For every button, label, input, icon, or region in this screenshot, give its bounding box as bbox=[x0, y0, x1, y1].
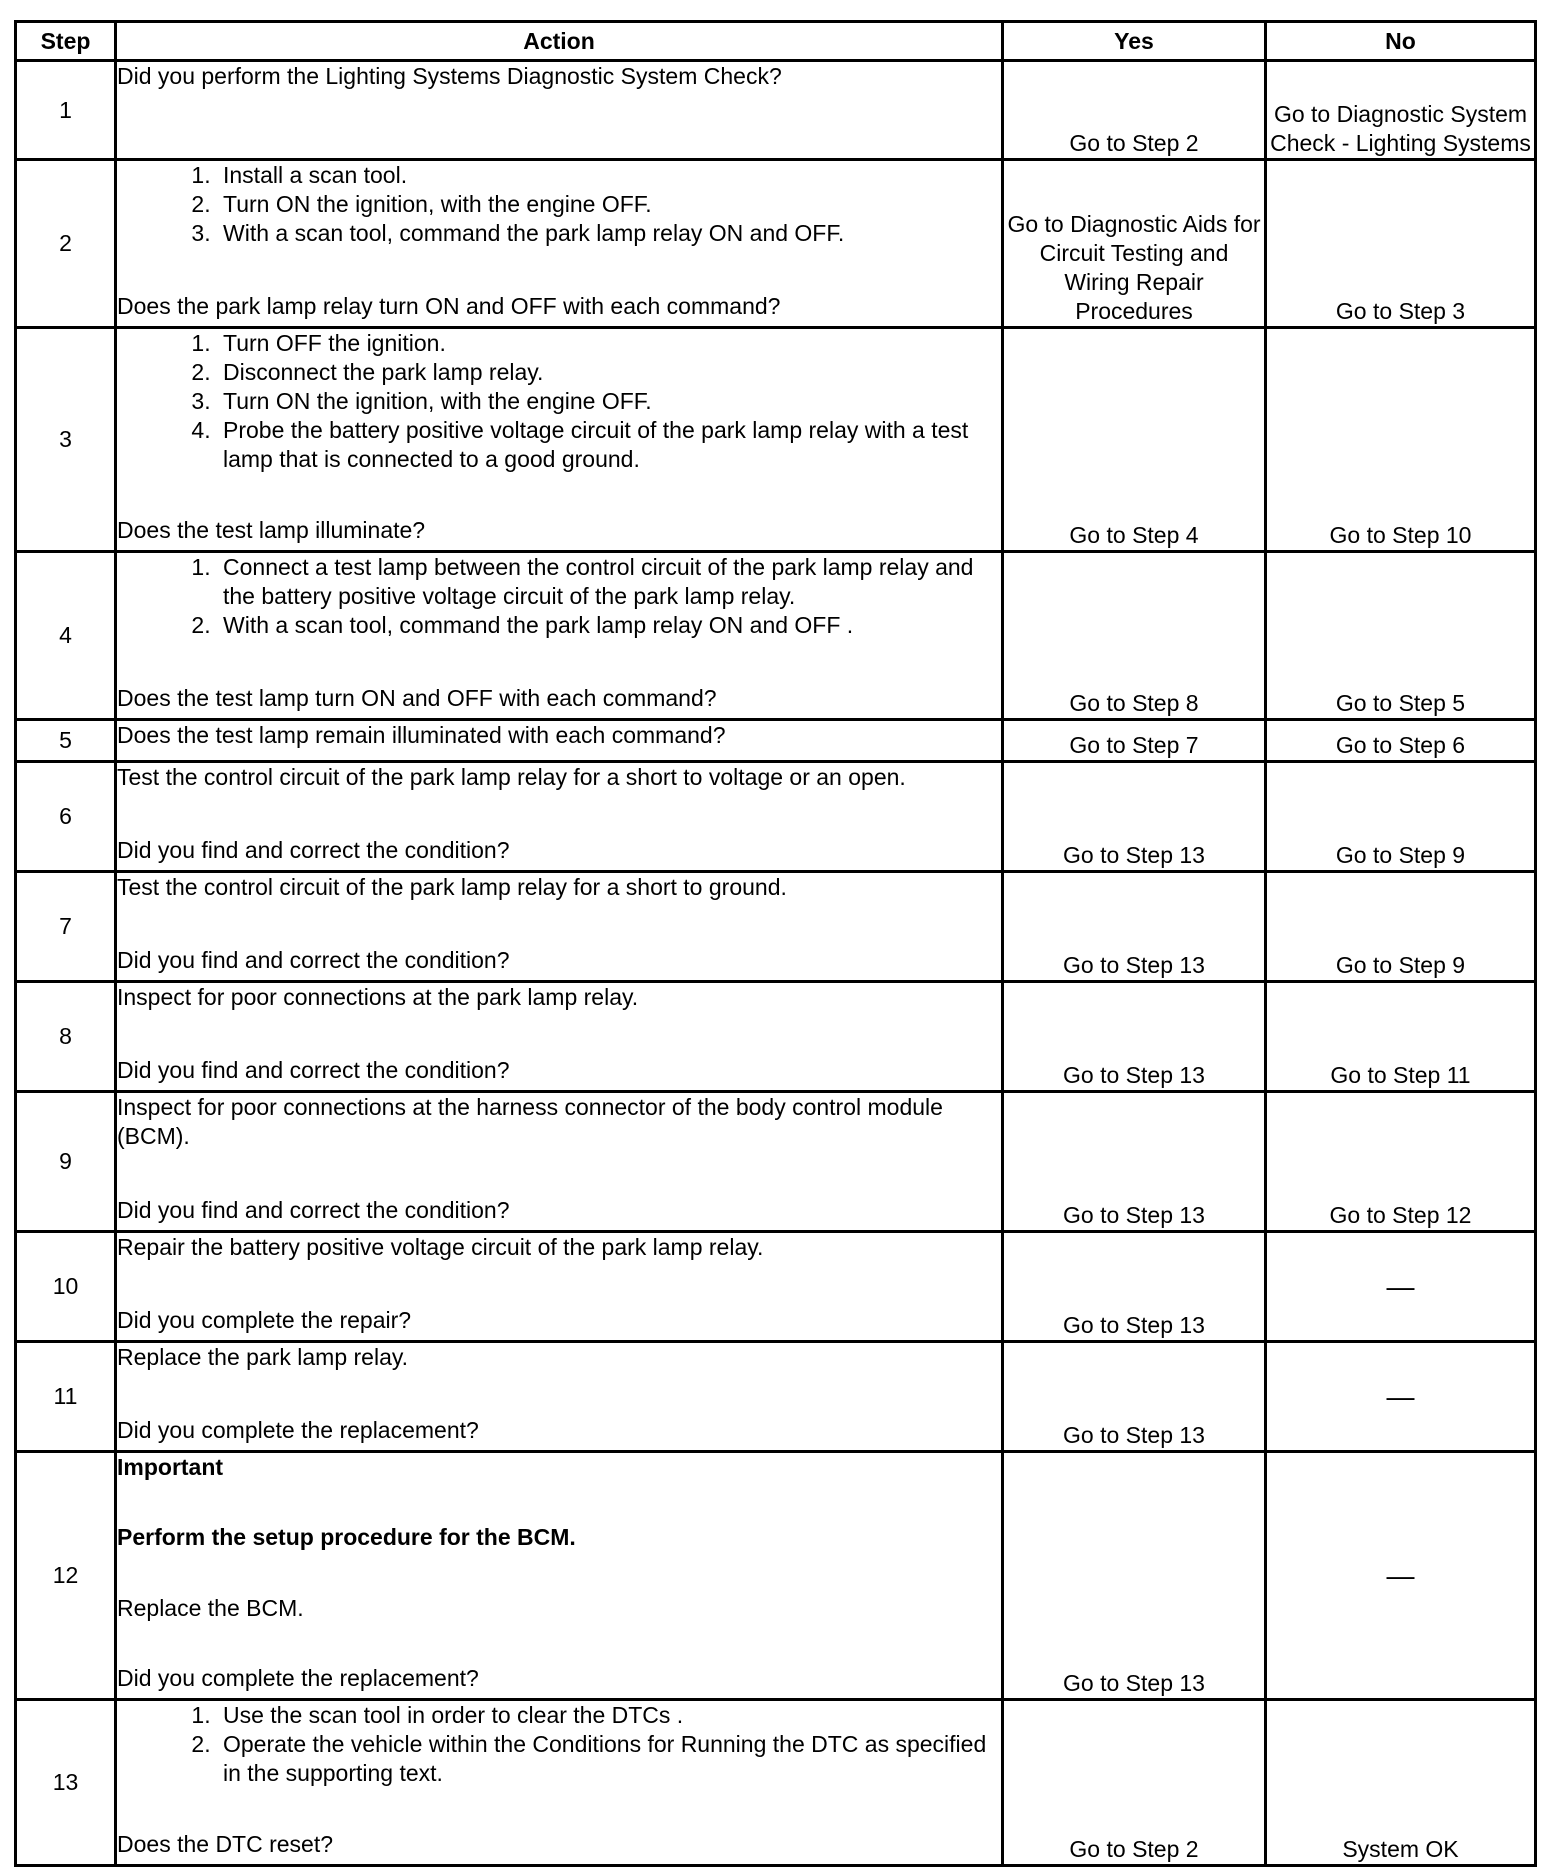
table-row bbox=[16, 762, 1536, 872]
table-row bbox=[16, 1700, 1536, 1866]
yes-cell: Go to Step 13 bbox=[1003, 762, 1266, 872]
table-row bbox=[16, 982, 1536, 1092]
yes-cell: Go to Step 13 bbox=[1003, 982, 1266, 1092]
no-cell: System OK bbox=[1266, 1700, 1536, 1866]
header-no: No bbox=[1266, 22, 1536, 61]
no-cell: Go to Step 9 bbox=[1266, 762, 1536, 872]
important-text: Perform the setup procedure for the BCM. bbox=[117, 1524, 576, 1551]
step-number: 3 bbox=[16, 328, 116, 552]
list-item: 1. Install a scan tool. bbox=[217, 161, 1001, 190]
action-cell bbox=[116, 1700, 1003, 1866]
step-number: 6 bbox=[16, 762, 116, 872]
list-item: 2. Turn ON the ignition, with the engine OFF. bbox=[217, 190, 1001, 219]
list-item: 1. Use the scan tool in order to clear the DTCs . bbox=[217, 1701, 1001, 1730]
step-number: 8 bbox=[16, 982, 116, 1092]
yes-cell: Go to Step 2 bbox=[1003, 61, 1266, 160]
step-number: 10 bbox=[16, 1232, 116, 1342]
instruction: Replace the park lamp relay. bbox=[117, 1344, 409, 1370]
instruction: Test the control circuit of the park lamp relay for a short to ground. bbox=[117, 874, 787, 900]
list-item: 1. Connect a test lamp between the control circuit of the park lamp relay and the battery positive voltage circuit of the park lamp relay. bbox=[217, 553, 1001, 611]
action-cell bbox=[116, 61, 1003, 160]
step-number: 4 bbox=[16, 552, 116, 720]
action-cell bbox=[116, 328, 1003, 552]
diagnostic-table bbox=[14, 20, 1537, 1867]
yes-cell: Go to Diagnostic Aids for Circuit Testing and Wiring Repair Procedures bbox=[1003, 160, 1266, 328]
question: Did you complete the replacement? bbox=[117, 1417, 479, 1443]
list-item: 2. Operate the vehicle within the Conditions for Running the DTC as specified in the supporting text. bbox=[217, 1730, 1001, 1788]
table-row bbox=[16, 1452, 1536, 1700]
no-cell: Go to Step 5 bbox=[1266, 552, 1536, 720]
table-row bbox=[16, 1232, 1536, 1342]
header-action: Action bbox=[116, 22, 1003, 61]
no-cell: Go to Step 10 bbox=[1266, 328, 1536, 552]
question: Does the test lamp remain illuminated with each command? bbox=[117, 722, 726, 748]
question: Did you complete the replacement? bbox=[117, 1664, 479, 1691]
list-item: 3. With a scan tool, command the park lamp relay ON and OFF. bbox=[217, 219, 1001, 248]
question: Does the DTC reset? bbox=[117, 1831, 334, 1857]
question: Does the test lamp illuminate? bbox=[117, 517, 426, 543]
step-number: 5 bbox=[16, 720, 116, 762]
yes-cell: Go to Step 4 bbox=[1003, 328, 1266, 552]
list-item: 2. With a scan tool, command the park lamp relay ON and OFF . bbox=[217, 611, 1001, 640]
action-cell bbox=[116, 1452, 1003, 1700]
table-row bbox=[16, 328, 1536, 552]
action-cell bbox=[116, 762, 1003, 872]
instruction: Inspect for poor connections at the park lamp relay. bbox=[117, 984, 639, 1010]
action-cell bbox=[116, 982, 1003, 1092]
instruction: Replace the BCM. bbox=[117, 1594, 304, 1621]
yes-cell: Go to Step 13 bbox=[1003, 872, 1266, 982]
table-row bbox=[16, 1342, 1536, 1452]
question: Does the park lamp relay turn ON and OFF with each command? bbox=[117, 293, 781, 319]
yes-cell: Go to Step 13 bbox=[1003, 1342, 1266, 1452]
no-cell: Go to Step 12 bbox=[1266, 1092, 1536, 1232]
step-number: 12 bbox=[16, 1452, 116, 1700]
table-row bbox=[16, 160, 1536, 328]
no-cell: Go to Step 3 bbox=[1266, 160, 1536, 328]
procedure-list bbox=[117, 1701, 1001, 1788]
step-number: 13 bbox=[16, 1700, 116, 1866]
procedure-list bbox=[117, 329, 1001, 474]
table-row bbox=[16, 720, 1536, 762]
question: Does the test lamp turn ON and OFF with each command? bbox=[117, 685, 717, 711]
list-item: 2. Disconnect the park lamp relay. bbox=[217, 358, 1001, 387]
question: Did you perform the Lighting Systems Diagnostic System Check? bbox=[117, 63, 782, 89]
yes-cell: Go to Step 13 bbox=[1003, 1232, 1266, 1342]
table-row bbox=[16, 1092, 1536, 1232]
action-cell bbox=[116, 552, 1003, 720]
procedure-list bbox=[117, 553, 1001, 640]
instruction: Repair the battery positive voltage circuit of the park lamp relay. bbox=[117, 1234, 764, 1260]
procedure-list bbox=[117, 161, 1001, 248]
instruction: Inspect for poor connections at the harness connector of the body control module (BCM). bbox=[117, 1094, 943, 1149]
step-number: 7 bbox=[16, 872, 116, 982]
question: Did you find and correct the condition? bbox=[117, 947, 510, 973]
yes-cell: Go to Step 8 bbox=[1003, 552, 1266, 720]
no-cell: — bbox=[1266, 1232, 1536, 1342]
header-row bbox=[16, 22, 1536, 61]
yes-cell: Go to Step 13 bbox=[1003, 1092, 1266, 1232]
instruction: Test the control circuit of the park lamp relay for a short to voltage or an open. bbox=[117, 764, 906, 790]
no-cell: — bbox=[1266, 1452, 1536, 1700]
list-item: 1. Turn OFF the ignition. bbox=[217, 329, 1001, 358]
list-item: 4. Probe the battery positive voltage circuit of the park lamp relay with a test lamp that is connected to a good ground. bbox=[217, 416, 1001, 474]
table-row bbox=[16, 552, 1536, 720]
no-cell: Go to Step 6 bbox=[1266, 720, 1536, 762]
step-number: 2 bbox=[16, 160, 116, 328]
question: Did you find and correct the condition? bbox=[117, 1057, 510, 1083]
no-cell: — bbox=[1266, 1342, 1536, 1452]
no-cell: Go to Diagnostic System Check - Lighting Systems bbox=[1266, 61, 1536, 160]
table-row bbox=[16, 61, 1536, 160]
table-row bbox=[16, 872, 1536, 982]
action-cell bbox=[116, 160, 1003, 328]
action-cell bbox=[116, 872, 1003, 982]
step-number: 1 bbox=[16, 61, 116, 160]
yes-cell: Go to Step 13 bbox=[1003, 1452, 1266, 1700]
header-yes: Yes bbox=[1003, 22, 1266, 61]
question: Did you complete the repair? bbox=[117, 1307, 412, 1333]
list-item: 3. Turn ON the ignition, with the engine OFF. bbox=[217, 387, 1001, 416]
yes-cell: Go to Step 2 bbox=[1003, 1700, 1266, 1866]
no-cell: Go to Step 9 bbox=[1266, 872, 1536, 982]
action-cell bbox=[116, 720, 1003, 762]
yes-cell: Go to Step 7 bbox=[1003, 720, 1266, 762]
step-number: 9 bbox=[16, 1092, 116, 1232]
action-cell bbox=[116, 1232, 1003, 1342]
step-number: 11 bbox=[16, 1342, 116, 1452]
header-step: Step bbox=[16, 22, 116, 61]
question: Did you find and correct the condition? bbox=[117, 1197, 510, 1223]
no-cell: Go to Step 11 bbox=[1266, 982, 1536, 1092]
action-cell bbox=[116, 1092, 1003, 1232]
important-label: Important bbox=[117, 1454, 224, 1480]
question: Did you find and correct the condition? bbox=[117, 837, 510, 863]
action-cell bbox=[116, 1342, 1003, 1452]
